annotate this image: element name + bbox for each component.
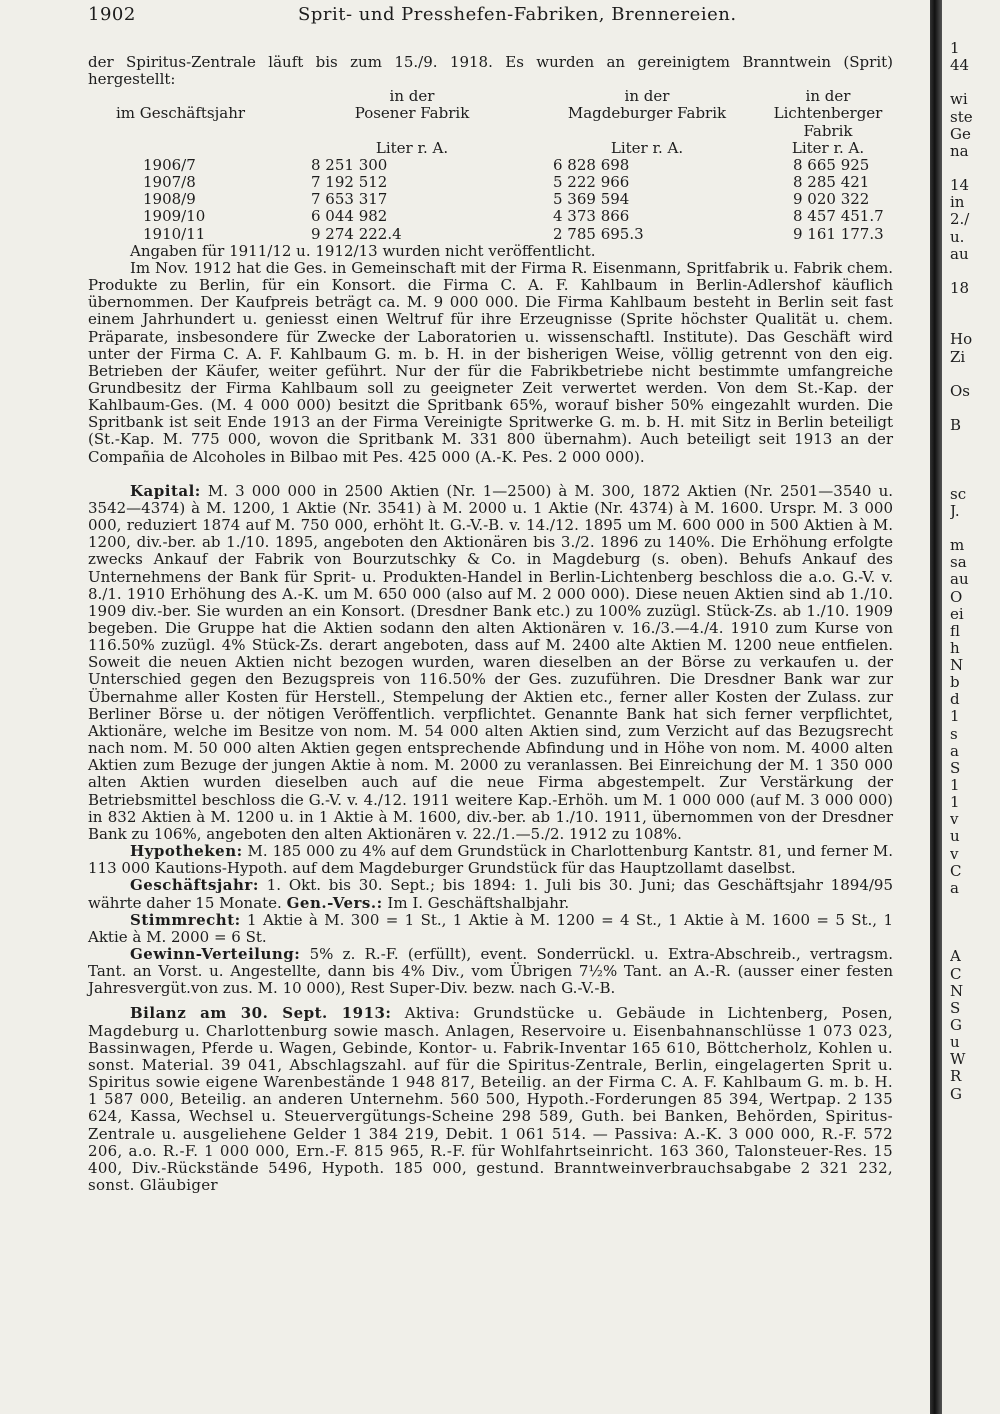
next-page-fragment: 1 [950, 776, 960, 795]
table-cell: 1908/9 [143, 190, 196, 209]
table-cell: 1909/10 [143, 207, 206, 226]
table-header-cell: in der [624, 87, 670, 106]
next-page-fragment: au [950, 570, 969, 589]
table-header-cell: Liter r. A. [375, 138, 449, 157]
bilanz-text: Aktiva: Grundstücke u. Gebäude in Lichtenberg, Posen, Magdeburg u. Charlottenburg sowie masch. Anlagen, Reservoire u. Eisenbahnanschlüsse 1 073 023, Bassinwagen, Pferde u. Wagen, Gebinde, Kontor- u. Fabrik-Inventar 165 610, Böttcherholz, Kohlen u. sonst. Material. 39 041, Abschlagszahl. auf für die Spiritus-Zentrale, Berlin, eingelagerten Sprit u. Spiritus sowie eigene Warenbestände 1 948 817, Beteilig. an der Firma C. A. F. Kahlbaum G. m. b. H. 1 587 000, Beteilig. an anderen Unternehm. 560 500, Hypoth.-Forderungen 85 394, Wertpap. 2 135 624, Kassa, Wechsel u. Steuervergütungs-Scheine 298 589, Guth. bei Banken, Behörden, Spiritus-Zentrale u. ausgeliehene Gelder 1 384 219, Debit. 1 061 514. — Passiva: A.-K. 3 000 000, R.-F. 572 206, a.o. R.-F. 1 000 000, Ern.-F. 815 965, R.-F. für Wohlfahrtseinricht. 163 360, Talonsteuer-Res. 15 400, Div.-Rückstände 5496, Hypoth. 185 000, gestund. Branntweinverbrauchsabgabe 2 321 232, sonst. Gläubiger [88, 1004, 894, 1194]
next-page-fragment: a [950, 878, 959, 897]
hypotheken-paragraph [88, 843, 893, 877]
next-page-fragment: W [950, 1050, 966, 1069]
table-cell: 7 653 317 [311, 190, 388, 209]
genvers-label: Gen.-Vers.: [286, 893, 383, 912]
next-page-fragment: N [950, 656, 964, 675]
next-page-fragment: in [950, 193, 965, 212]
next-page-fragment: Zi [950, 347, 966, 366]
next-page-fragment [950, 451, 1000, 468]
table-cell: 1906/7 [143, 155, 196, 174]
angaben-paragraph: Angaben für 1911/12 u. 1912/13 wurden nicht veröffentlicht. [130, 241, 596, 260]
stimmrecht-paragraph [88, 912, 893, 946]
geschaeftsjahr-text: 1. Okt. bis 30. Sept.; bis 1894: 1. Juli bis 30. Juni; das Geschäftsjahr 1894/95 währte daher 15 Monate. [88, 876, 893, 912]
gewinn-text: 5% z. R.-F. (erfüllt), event. Sonderrückl. u. Extra-Abschreib., vertragsm. Tant. an Vorst. u. Angestellte, dann bis 4% Div., vom Übrigen 7½% Tant. an A.-R. (ausser einer festen Jahresvergüt.von zus. M. 10 000), Rest Super-Div. bezw. nach G.-V.-B. [88, 944, 893, 998]
table-cell: 6 828 698 [553, 155, 630, 174]
next-page-fragment: 2./ [950, 210, 970, 229]
next-page-fragment: 18 [950, 278, 970, 297]
table-header-cell: in der [389, 87, 435, 106]
table-cell: 7 192 512 [311, 173, 388, 192]
next-page-fragment: u [950, 1033, 960, 1052]
table-row [88, 191, 893, 208]
table-row [88, 226, 893, 243]
next-page-fragment: v [950, 810, 959, 829]
table-header-cell: Liter r. A. [791, 138, 865, 157]
production-table [88, 88, 893, 242]
bilanz-paragraph [88, 1005, 893, 1194]
geschaeftsjahr-label: Geschäftsjahr: [130, 876, 259, 895]
next-page-fragment: C [950, 861, 962, 880]
table-header-cell: in der [805, 87, 851, 106]
next-page-fragment: ei [950, 604, 964, 623]
running-title: Sprit- und Presshefen-Fabriken, Brennereien. [298, 4, 737, 25]
table-cell: 1907/8 [143, 173, 196, 192]
hypotheken-label: Hypotheken: [130, 842, 243, 861]
next-page-fragment: v [950, 844, 959, 863]
next-page-fragment: C [950, 964, 962, 983]
book-gutter [930, 0, 942, 1414]
table-row [88, 174, 893, 191]
intro-paragraph: der Spiritus-Zentrale läuft bis zum 15./9. 1918. Es wurden an gereinigtem Branntwein (Sprit) hergestellt: [88, 53, 893, 89]
next-page-edge [950, 40, 1000, 1414]
next-page-fragment: b [950, 673, 960, 692]
next-page-fragment: N [950, 981, 964, 1000]
next-page-fragment: S [950, 758, 961, 777]
table-header-cell: Lichtenberger Fabrik [773, 104, 883, 140]
table-header-cell: Liter r. A. [610, 138, 684, 157]
table-cell: 1910/11 [143, 224, 206, 243]
next-page-fragment: A [950, 947, 961, 966]
table-cell: 9 161 177.3 [793, 224, 884, 243]
next-page-fragment: ste [950, 107, 973, 126]
table-cell: 8 251 300 [311, 155, 388, 174]
table-row [88, 157, 893, 174]
gewinn-label: Gewinn-Verteilung: [130, 944, 301, 963]
table-header-row [88, 88, 893, 105]
next-page-fragment [950, 469, 1000, 486]
next-page-fragment [950, 366, 1000, 383]
next-page-fragment: Os [950, 381, 970, 400]
next-page-fragment [950, 160, 1000, 177]
page-number: 1902 [88, 4, 136, 25]
table-header-cell [88, 140, 293, 157]
next-page-fragment: au [950, 244, 969, 263]
table-header-cell: Magdeburger Fabrik [567, 104, 727, 123]
next-page-fragment: G [950, 1016, 962, 1035]
next-page-fragment: u [950, 827, 960, 846]
next-page-fragment [950, 914, 1000, 931]
kapital-paragraph [88, 483, 893, 843]
next-page-fragment: 1 [950, 40, 960, 57]
next-page-fragment [950, 74, 1000, 91]
stimmrecht-text: 1 Aktie à M. 300 = 1 St., 1 Aktie à M. 1200 = 4 St., 1 Aktie à M. 1600 = 5 St., 1 Aktie à M. 2000 = 6 St. [88, 910, 893, 946]
main-column [88, 54, 893, 1194]
next-page-fragment: S [950, 998, 961, 1017]
kapital-label: Kapital: [130, 481, 201, 500]
next-page-fragment [950, 897, 1000, 914]
next-page-fragment: G [950, 1084, 962, 1103]
table-cell: 8 457 451.7 [793, 207, 884, 226]
next-page-fragment [950, 314, 1000, 331]
table-cell: 9 274 222.4 [311, 224, 402, 243]
table-cell: 4 373 866 [553, 207, 630, 226]
next-page-fragment: fl [950, 621, 961, 640]
bilanz-label: Bilanz am 30. Sept. 1913: [130, 1004, 392, 1023]
table-header-row [88, 105, 893, 139]
next-page-fragment: a [950, 741, 959, 760]
table-cell: 5 222 966 [553, 173, 630, 192]
table-header-cell: im Geschäftsjahr [116, 104, 246, 123]
next-page-fragment: 14 [950, 176, 970, 195]
stimmrecht-label: Stimmrecht: [130, 910, 241, 929]
next-page-fragment: 1 [950, 707, 960, 726]
table-header-cell: Posener Fabrik [354, 104, 470, 123]
table-cell: 6 044 982 [311, 207, 388, 226]
next-page-fragment [950, 297, 1000, 314]
table-header-row [88, 140, 893, 157]
next-page-fragment [950, 520, 1000, 537]
next-page-fragment: sc [950, 484, 967, 503]
table-cell: 9 020 322 [793, 190, 870, 209]
table-cell: 8 285 421 [793, 173, 870, 192]
next-page-fragment [950, 434, 1000, 451]
next-page-fragment: h [950, 638, 960, 657]
next-page-fragment: na [950, 141, 969, 160]
next-page-fragment: wi [950, 90, 968, 109]
next-page-fragment: 1 [950, 793, 960, 812]
next-page-fragment: Ho [950, 330, 973, 349]
next-page-fragment: 44 [950, 56, 970, 75]
hypotheken-text: M. 185 000 zu 4% auf dem Grundstück in Charlottenburg Kantstr. 81, und ferner M. 113 000 Kautions-Hypoth. auf dem Magdeburger Grundstück für das Hauptzollamt daselbst. [88, 842, 893, 878]
next-page-fragment [950, 263, 1000, 280]
kapital-text: M. 3 000 000 in 2500 Aktien (Nr. 1—2500) à M. 300, 1872 Aktien (Nr. 2501—3540 u. 3542—4374) à M. 1200, 1 Aktie (Nr. 3541) à M. 2000 u. 1 Aktie (Nr. 4374) à M. 1600. Urspr. M. 3 000 000, reduziert 1874 auf M. 750 000, erhöht lt. G.-V.-B. v. 14./12. 1895 um M. 600 000 in 500 Aktien à M. 1200, div.-ber. ab 1./10. 1895, angeboten den Aktionären bis 3./2. 1896 zu 140%. Die Erhöhung erfolgte zwecks Ankauf der Fabrik von Bourzutschky & Co. in Magdeburg (s. oben). Behufs Ankauf des Unternehmens der Bank für Sprit- u. Produkten-Handel in Berlin-Lichtenberg beschloss die a.o. G.-V. v. 8./1. 1910 Erhöhung des A.-K. um M. 650 000 (also auf M. 2 000 000). Diese neuen Aktien sind ab 1./10. 1909 div.-ber. Sie wurden an ein Konsort. (Dresdner Bank etc.) zu 100% zuzügl. Stück-Zs. ab 1./10. 1909 begeben. Die Gruppe hat die Aktien sodann den alten Aktionären v. 16./3.—4./4. 1910 zum Kurse von 116.50% zuzügl. 4% Stück-Zs. derart angeboten, dass auf M. 2400 alte Aktien M. 1200 neue entfielen. Soweit die neuen Aktien nicht bezogen wurden, waren dieselben an der Börse zu verkaufen u. der Unterschied gegen den Bezugspreis von 116.50% der Ges. zuzuführen. Die Dresdner Bank war zur Übernahme aller Kosten für Herstell., Stempelung der Aktien etc., ferner aller Kosten der Zulass. zur Berliner Börse u. der nötigen Veröffentlich. verpflichtet. Genannte Bank hat sich ferner verpflichtet, Aktionäre, welche im Besitze von nom. M. 54 000 alten Aktien sind, zum Verzicht auf das Bezugsrecht nach nom. M. 50 000 alten Aktien gegen entsprechende Abfindung und in Höhe von nom. M. 4000 alten Aktien zum Bezuge der jungen Aktie à nom. M. 2000 zu veranlassen. Bei Einreichung der M. 1 350 000 alten Aktien wurden dieselben auch auf die neue Firma abgestempelt. Zur Verstärkung der Betriebsmittel beschloss die G.-V. v. 4./12. 1911 weitere Kap.-Erhöh. um M. 1 000 000 (auf M. 3 000 000) in 832 Aktien à M. 1200 u. in 1 Aktie à M. 1600, div.-ber. ab 1./10. 1911, übernommen von der Dresdner Bank zu 106%, angeboten den alten Aktionären v. 22./1.—5./2. 1912 zu 108%. [88, 481, 893, 843]
next-page-fragment: O [950, 587, 963, 606]
next-page-fragment: Ge [950, 124, 971, 143]
next-page-fragment [950, 931, 1000, 948]
gewinn-paragraph [88, 946, 893, 997]
next-page-fragment: d [950, 690, 960, 709]
table-header-cell [88, 88, 293, 105]
table-cell: 2 785 695.3 [553, 224, 644, 243]
table-cell: 5 369 594 [553, 190, 630, 209]
next-page-fragment: B [950, 416, 962, 435]
next-page-fragment: u. [950, 227, 965, 246]
next-page-fragment: sa [950, 553, 967, 572]
next-page-fragment: m [950, 536, 965, 555]
next-page-fragment: R [950, 1067, 962, 1086]
next-page-fragment: s [950, 724, 958, 743]
next-page-fragment [950, 400, 1000, 417]
genvers-text: Im I. Geschäftshalbjahr. [382, 893, 570, 912]
geschaeftsjahr-paragraph [88, 877, 893, 911]
kahlbaum-paragraph: Im Nov. 1912 hat die Ges. in Gemeinschaft mit der Firma R. Eisenmann, Spritfabrik u. Fabrik chem. Produkte zu Berlin, für ein Konsort. die Firma C. A. F. Kahlbaum in Berlin-Adlershof käuflich übernommen. Der Kaufpreis beträgt ca. M. 9 000 000. Die Firma Kahlbaum besteht in Berlin seit fast einem Jahrhundert u. geniesst einen Weltruf für ihre Erzeugnisse (Sprite höchster Qualität u. chem. Präparate, insbesondere für Zwecke der Laboratorien u. wissenschaftl. Institute). Das Geschäft wird unter der Firma C. A. F. Kahlbaum G. m. b. H. in der bisherigen Weise, völlig getrennt von den eig. Betrieben der Käufer, weiter geführt. Nur der für die Fabrikbetriebe nicht bestimmte umfangreiche Grundbesitz der Firma Kahlbaum soll zu geeigneter Zeit verwertet werden. Von dem St.-Kap. der Kahlbaum-Ges. (M. 4 000 000) besitzt die Spritbank 65%, worauf bisher 50% eingezahlt wurden. Die Spritbank ist seit Ende 1913 an der Firma Vereinigte Spritwerke G. m. b. H. mit Sitz in Berlin beteiligt (St.-Kap. M. 775 000, wovon die Spritbank M. 331 800 übernahm). Auch beteiligt seit 1913 an der Compañia de Alcoholes in Bilbao mit Pes. 425 000 (A.-K. Pes. 2 000 000). [88, 258, 893, 466]
table-cell: 8 665 925 [793, 155, 870, 174]
page-header [88, 4, 898, 28]
table-row [88, 208, 893, 225]
next-page-fragment: J. [950, 501, 960, 520]
